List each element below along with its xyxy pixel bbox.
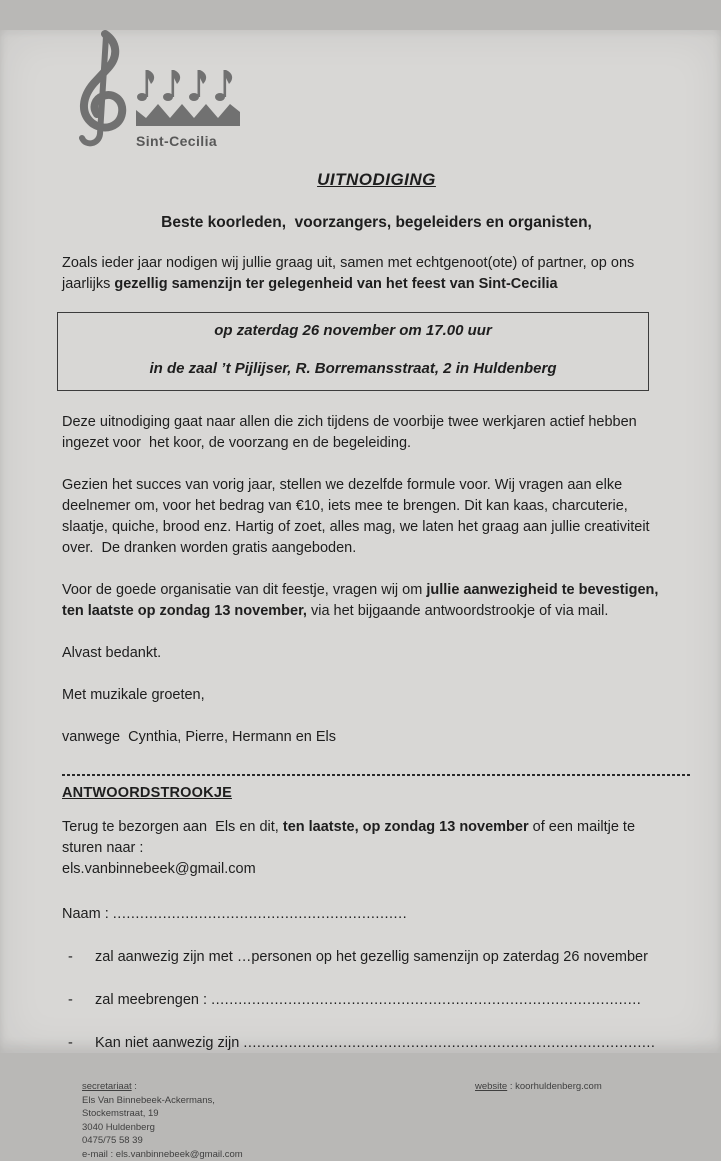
confirm-text: Voor de goede organisatie van dit feestje, vragen wij om [62, 582, 426, 598]
reply-option-text [95, 1033, 655, 1054]
name-fill-line [62, 904, 682, 925]
salutation: Beste koorleden, voorzangers, begeleiders en organisten, [62, 214, 691, 232]
intro-text: Zoals ieder jaar nodigen wij jullie graag uit, samen met echtgenoot(ote) of partner, op ons jaarlijks [62, 255, 638, 292]
website-url: : koorhuldenberg.com [507, 1081, 602, 1092]
event-details-box [57, 312, 649, 391]
scanned-invitation-page [0, 30, 721, 1053]
secretariat-email: e-mail : els.vanbinnebeek@gmail.com [82, 1148, 691, 1161]
reply-email: els.vanbinnebeek@gmail.com [62, 861, 256, 877]
letter-title-row [62, 170, 691, 190]
choir-name: Sint-Cecilia [136, 133, 240, 149]
event-date-time: op zaterdag 26 november om 17.00 uur [58, 322, 648, 339]
reply-slip-heading: ANTWOORDSTROOKJE [62, 785, 691, 801]
secretariat-city: 3040 Huldenberg [82, 1121, 691, 1135]
confirmation-paragraph [62, 580, 662, 622]
reply-option-bringing [62, 990, 702, 1011]
secretariat-street: Stockemstraat, 19 [82, 1107, 691, 1121]
website-label: website [475, 1081, 507, 1092]
reply-option-attending [62, 947, 702, 968]
name-label: Naam : [62, 906, 113, 922]
secretariat-phone: 0475/75 58 39 [82, 1134, 691, 1148]
secretariat-name: Els Van Binnebeek-Ackermans, [82, 1094, 691, 1108]
not-attending-label: Kan niet aanwezig zijn [95, 1035, 243, 1051]
letter-footer [62, 1080, 691, 1161]
secretariat-colon: : [132, 1081, 137, 1092]
signature-line: vanwege Cynthia, Pierre, Hermann en Els [62, 727, 662, 748]
confirm-deadline-bold: jullie aanwezigheid te bevestigen, ten laatste op zondag 13 november, [62, 582, 662, 619]
thanks-line: Alvast bedankt. [62, 643, 662, 664]
confirm-text-end: via het bijgaande antwoordstrookje of via mail. [307, 603, 608, 619]
audience-paragraph: Deze uitnodiging gaat naar allen die zich tijdens de voorbije twee werkjaren actief hebben ingezet voor het koor, de voorzang en de begeleiding. [62, 412, 662, 454]
reply-option-text: zal aanwezig zijn met …personen op het gezellig samenzijn op zaterdag 26 november [95, 947, 648, 968]
name-dotted-line: ................................................................. [113, 906, 407, 922]
reply-option-not-attending [62, 1033, 702, 1054]
formula-paragraph: Gezien het succes van vorig jaar, stellen we dezelfde formule voor. Wij vragen aan elke deelnemer om, voor het bedrag van €10, iets mee te brengen. Dit kan kaas, charcuterie, slaatje, quiche, brood enz. Hartig of zoet, alles mag, we laten het graag aan jullie creativiteit over. De dranken worden gratis aangeboden. [62, 475, 662, 559]
website-line [475, 1080, 602, 1094]
return-text: Terug te bezorgen aan Els en dit, [62, 819, 283, 835]
return-text-end: of een mailtje te sturen naar : [62, 819, 639, 856]
intro-text-bold: gezellig samenzijn ter gelegenheid van het feest van Sint-Cecilia [114, 276, 557, 292]
bringing-dotted-line: ............................................................................................... [211, 992, 641, 1008]
treble-clef-icon [72, 30, 132, 155]
closing-line: Met muzikale groeten, [62, 685, 662, 706]
secretariat-label: secretariaat [82, 1081, 132, 1092]
bringing-label: zal meebrengen : [95, 992, 211, 1008]
bullet-dash: - [62, 990, 95, 1011]
reply-option-text [95, 990, 641, 1011]
choir-logo [72, 30, 721, 152]
letter-title: UITNODIGING [317, 170, 436, 189]
bullet-dash: - [62, 947, 95, 968]
bullet-dash: - [62, 1033, 95, 1054]
event-location: in de zaal ’t Pijlijser, R. Borremansstraat, 2 in Huldenberg [58, 360, 648, 377]
dashed-divider [62, 774, 690, 776]
return-deadline-bold: ten laatste, op zondag 13 november [283, 819, 529, 835]
crown-icon [136, 100, 240, 131]
intro-paragraph [62, 253, 662, 295]
not-attending-dotted-line: ........................................................................................... [243, 1035, 655, 1051]
return-instructions [62, 817, 662, 880]
